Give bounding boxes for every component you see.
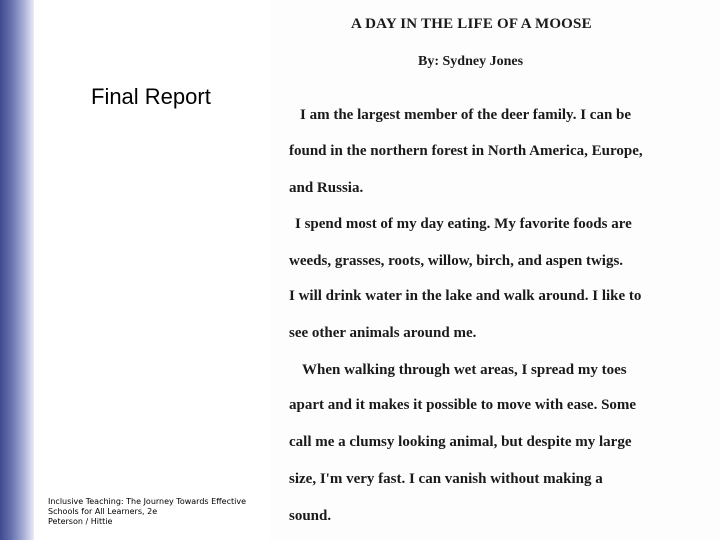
report-line: When walking through wet areas, I spread my toes bbox=[302, 362, 627, 378]
citation-line: Inclusive Teaching: The Journey Towards Effective bbox=[48, 497, 247, 506]
slide-side-bar bbox=[0, 0, 34, 540]
report-line: call me a clumsy looking animal, but despite my large bbox=[289, 434, 632, 450]
report-line: size, I'm very fast. I can vanish without making a bbox=[289, 471, 603, 487]
citation-line: Schools for All Learners, 2e bbox=[48, 507, 158, 516]
citation bbox=[48, 497, 246, 527]
report-byline: By: Sydney Jones bbox=[418, 54, 524, 69]
report-line: weeds, grasses, roots, willow, birch, and aspen twigs. bbox=[289, 253, 624, 269]
report-line: I spend most of my day eating. My favorite foods are bbox=[295, 216, 632, 232]
report-line: found in the northern forest in North America, Europe, bbox=[289, 143, 643, 159]
report-line: apart and it makes it possible to move with ease. Some bbox=[289, 397, 637, 413]
report-line: I will drink water in the lake and walk around. I like to bbox=[289, 288, 642, 304]
report-title: A DAY IN THE LIFE OF A MOOSE bbox=[351, 16, 592, 32]
report-line: sound. bbox=[289, 508, 332, 524]
report-line: I am the largest member of the deer family. I can be bbox=[300, 107, 632, 123]
slide-title: Final Report bbox=[91, 84, 211, 109]
citation-line: Peterson / Hittie bbox=[48, 517, 113, 526]
report-line: and Russia. bbox=[289, 180, 364, 196]
report-line: see other animals around me. bbox=[289, 325, 477, 341]
scanned-report-page bbox=[270, 0, 720, 540]
